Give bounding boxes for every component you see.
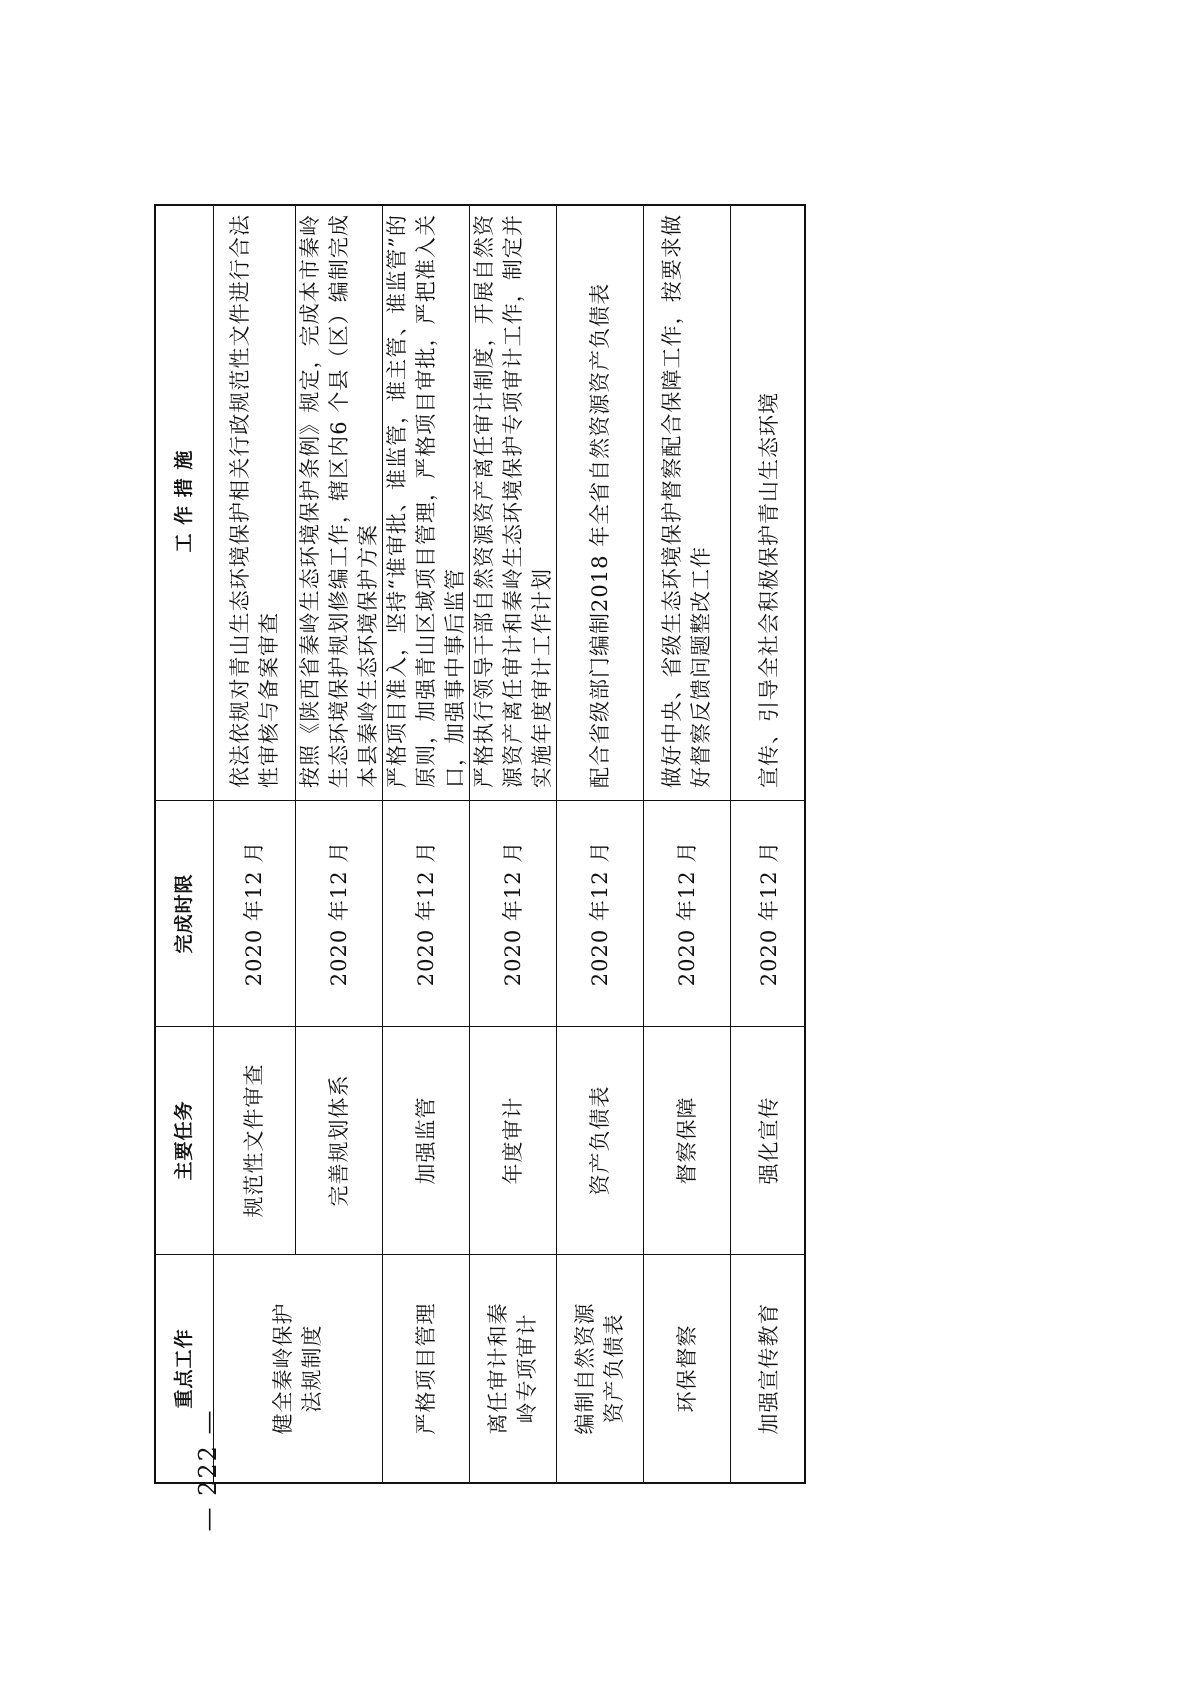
main-task-cell: 资产负债表 xyxy=(557,1026,644,1254)
deadline-cell: 2020 年12 月 xyxy=(470,800,557,1026)
key-work-cell: 环保督察 xyxy=(644,1254,731,1482)
measures-cell xyxy=(296,204,383,800)
deadline-cell: 2020 年12 月 xyxy=(731,800,806,1026)
measures-text: 配合省级部门编制2018 年全省自然资源资产负债表 xyxy=(587,282,612,788)
key-work-cell: 严格项目管理 xyxy=(383,1254,470,1482)
header-measures: 工 作 措 施 xyxy=(156,204,214,800)
page-number: — 222 — xyxy=(194,1408,222,1532)
main-task-cell: 规范性文件审查 xyxy=(214,1026,296,1254)
table-wrapper xyxy=(154,204,806,1484)
key-work-cell: 加强宣传教育 xyxy=(731,1254,806,1482)
measures-cell xyxy=(470,204,557,800)
measures-text: 按照《陕西省秦岭生态环境保护条例》规定，完成本市秦岭生态环境保护规划修编工作，辖区内6 个县（区）编制完成本县秦岭生态环境保护方案 xyxy=(297,214,380,788)
measures-cell xyxy=(557,204,644,800)
measures-cell xyxy=(731,204,806,800)
key-work-cell: 编制自然资源资产负债表 xyxy=(557,1254,644,1482)
deadline-cell: 2020 年12 月 xyxy=(383,800,470,1026)
main-task-cell: 强化宣传 xyxy=(731,1026,806,1254)
measures-cell xyxy=(644,204,731,800)
measures-text: 宣传、引导全社会积极保护青山生态环境 xyxy=(757,392,781,788)
measures-text: 做好中央、省级生态环境保护督察配合保障工作，按要求做好督察反馈问题整改工作 xyxy=(660,214,713,788)
measures-text: 严格执行领导干部自然资源资产离任审计制度，开展自然资源资产离任审计和秦岭生态环境保护专项审计工作，制定并实施年度审计工作计划 xyxy=(471,214,554,788)
header-main-task: 主要任务 xyxy=(156,1026,214,1254)
measures-text: 严格项目准入，坚持“谁审批、谁监管，谁主管、谁监管”的原则，加强青山区域项目管理，严格项目审批，严把准入关口，加强事中事后监管 xyxy=(384,214,467,788)
measures-cell xyxy=(214,204,296,800)
main-task-cell: 年度审计 xyxy=(470,1026,557,1254)
deadline-cell: 2020 年12 月 xyxy=(557,800,644,1026)
work-table xyxy=(154,204,806,1484)
header-deadline: 完成时限 xyxy=(156,800,214,1026)
key-work-cell: 健全秦岭保护法规制度 xyxy=(214,1254,383,1482)
deadline-cell: 2020 年12 月 xyxy=(214,800,296,1026)
rotated-table-area xyxy=(154,204,806,1484)
page-number-wrapper xyxy=(188,1400,228,1540)
main-task-cell: 完善规划体系 xyxy=(296,1026,383,1254)
main-task-cell: 督察保障 xyxy=(644,1026,731,1254)
deadline-cell: 2020 年12 月 xyxy=(296,800,383,1026)
deadline-cell: 2020 年12 月 xyxy=(644,800,731,1026)
main-task-cell: 加强监管 xyxy=(383,1026,470,1254)
header-key-work: 重点工作 xyxy=(156,1254,214,1482)
measures-text: 依法依规对青山生态环境保护相关行政规范性文件进行合法性审核与备案审查 xyxy=(227,214,281,788)
measures-cell xyxy=(383,204,470,800)
key-work-cell: 离任审计和秦岭专项审计 xyxy=(470,1254,557,1482)
